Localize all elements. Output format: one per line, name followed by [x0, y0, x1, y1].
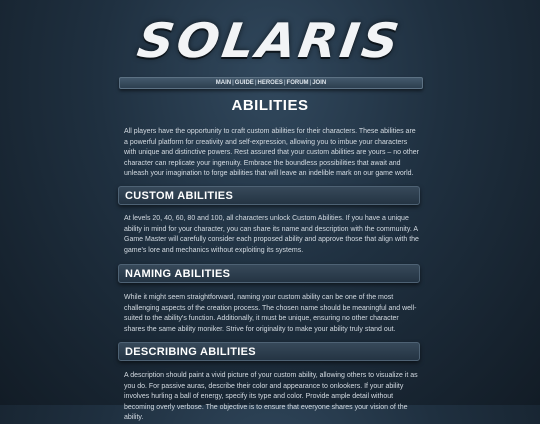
nav-separator: | — [283, 80, 286, 86]
section-heading-describing-abilities: DESCRIBING ABILITIES — [118, 342, 420, 361]
nav-separator: | — [309, 80, 312, 86]
main-nav — [119, 77, 423, 89]
intro-paragraph: All players have the opportunity to craft custom abilities for their characters. These abilities are a powerful platform for creativity and self-expression, allowing you to imbue your characters with unique and distinctive powers. Rest assured that your custom abilities are yours – no other character can replicate your ingenuity. Embrace the boundless possibilities that await and unleash your imagination to forge abilities that will leave an indelible mark on our game world. — [124, 128, 419, 178]
nav-separator: | — [232, 80, 234, 86]
page-title: ABILITIES — [231, 97, 309, 114]
nav-link-heroes[interactable]: HEROES — [257, 80, 283, 86]
section-heading-naming-abilities: NAMING ABILITIES — [118, 264, 420, 283]
nav-link-join[interactable]: JOIN — [312, 80, 327, 86]
nav-link-guide[interactable]: GUIDE — [234, 80, 254, 86]
section-heading-custom-abilities: CUSTOM ABILITIES — [118, 186, 420, 205]
nav-separator: | — [254, 80, 257, 86]
naming-abilities-paragraph: While it might seem straightforward, naming your custom ability can be one of the most challenging aspects of the creation process. The chosen name should be meaningful and well-suited to the ability's function. Additionally, it must be unique, ensuring no other character shares the same ability moniker. Strive for originality to make your ability truly stand out. — [124, 294, 417, 333]
logo-text: SOLARIS — [134, 13, 406, 69]
nav-link-main[interactable]: MAIN — [215, 80, 232, 86]
custom-abilities-paragraph: At levels 20, 40, 60, 80 and 100, all characters unlock Custom Abilities. If you have a unique ability in mind for your character, you can share its name and description with the community. A Game Master will carefully consider each proposed ability and approve those that align with the game's lore and mechanics without exploiting its systems. — [124, 215, 419, 254]
describing-abilities-paragraph: A description should paint a vivid picture of your custom ability, allowing others to visualize it as you do. For passive auras, describe their color and appearance to onlookers. If your ability involves hurling a ball of energy, specify its type and color. Provide ample detail without becoming overly verbose. The objective is to ensure that everyone shares your vision of the ability. — [124, 372, 418, 422]
nav-link-forum[interactable]: FORUM — [286, 80, 309, 86]
site-logo[interactable] — [0, 10, 540, 72]
